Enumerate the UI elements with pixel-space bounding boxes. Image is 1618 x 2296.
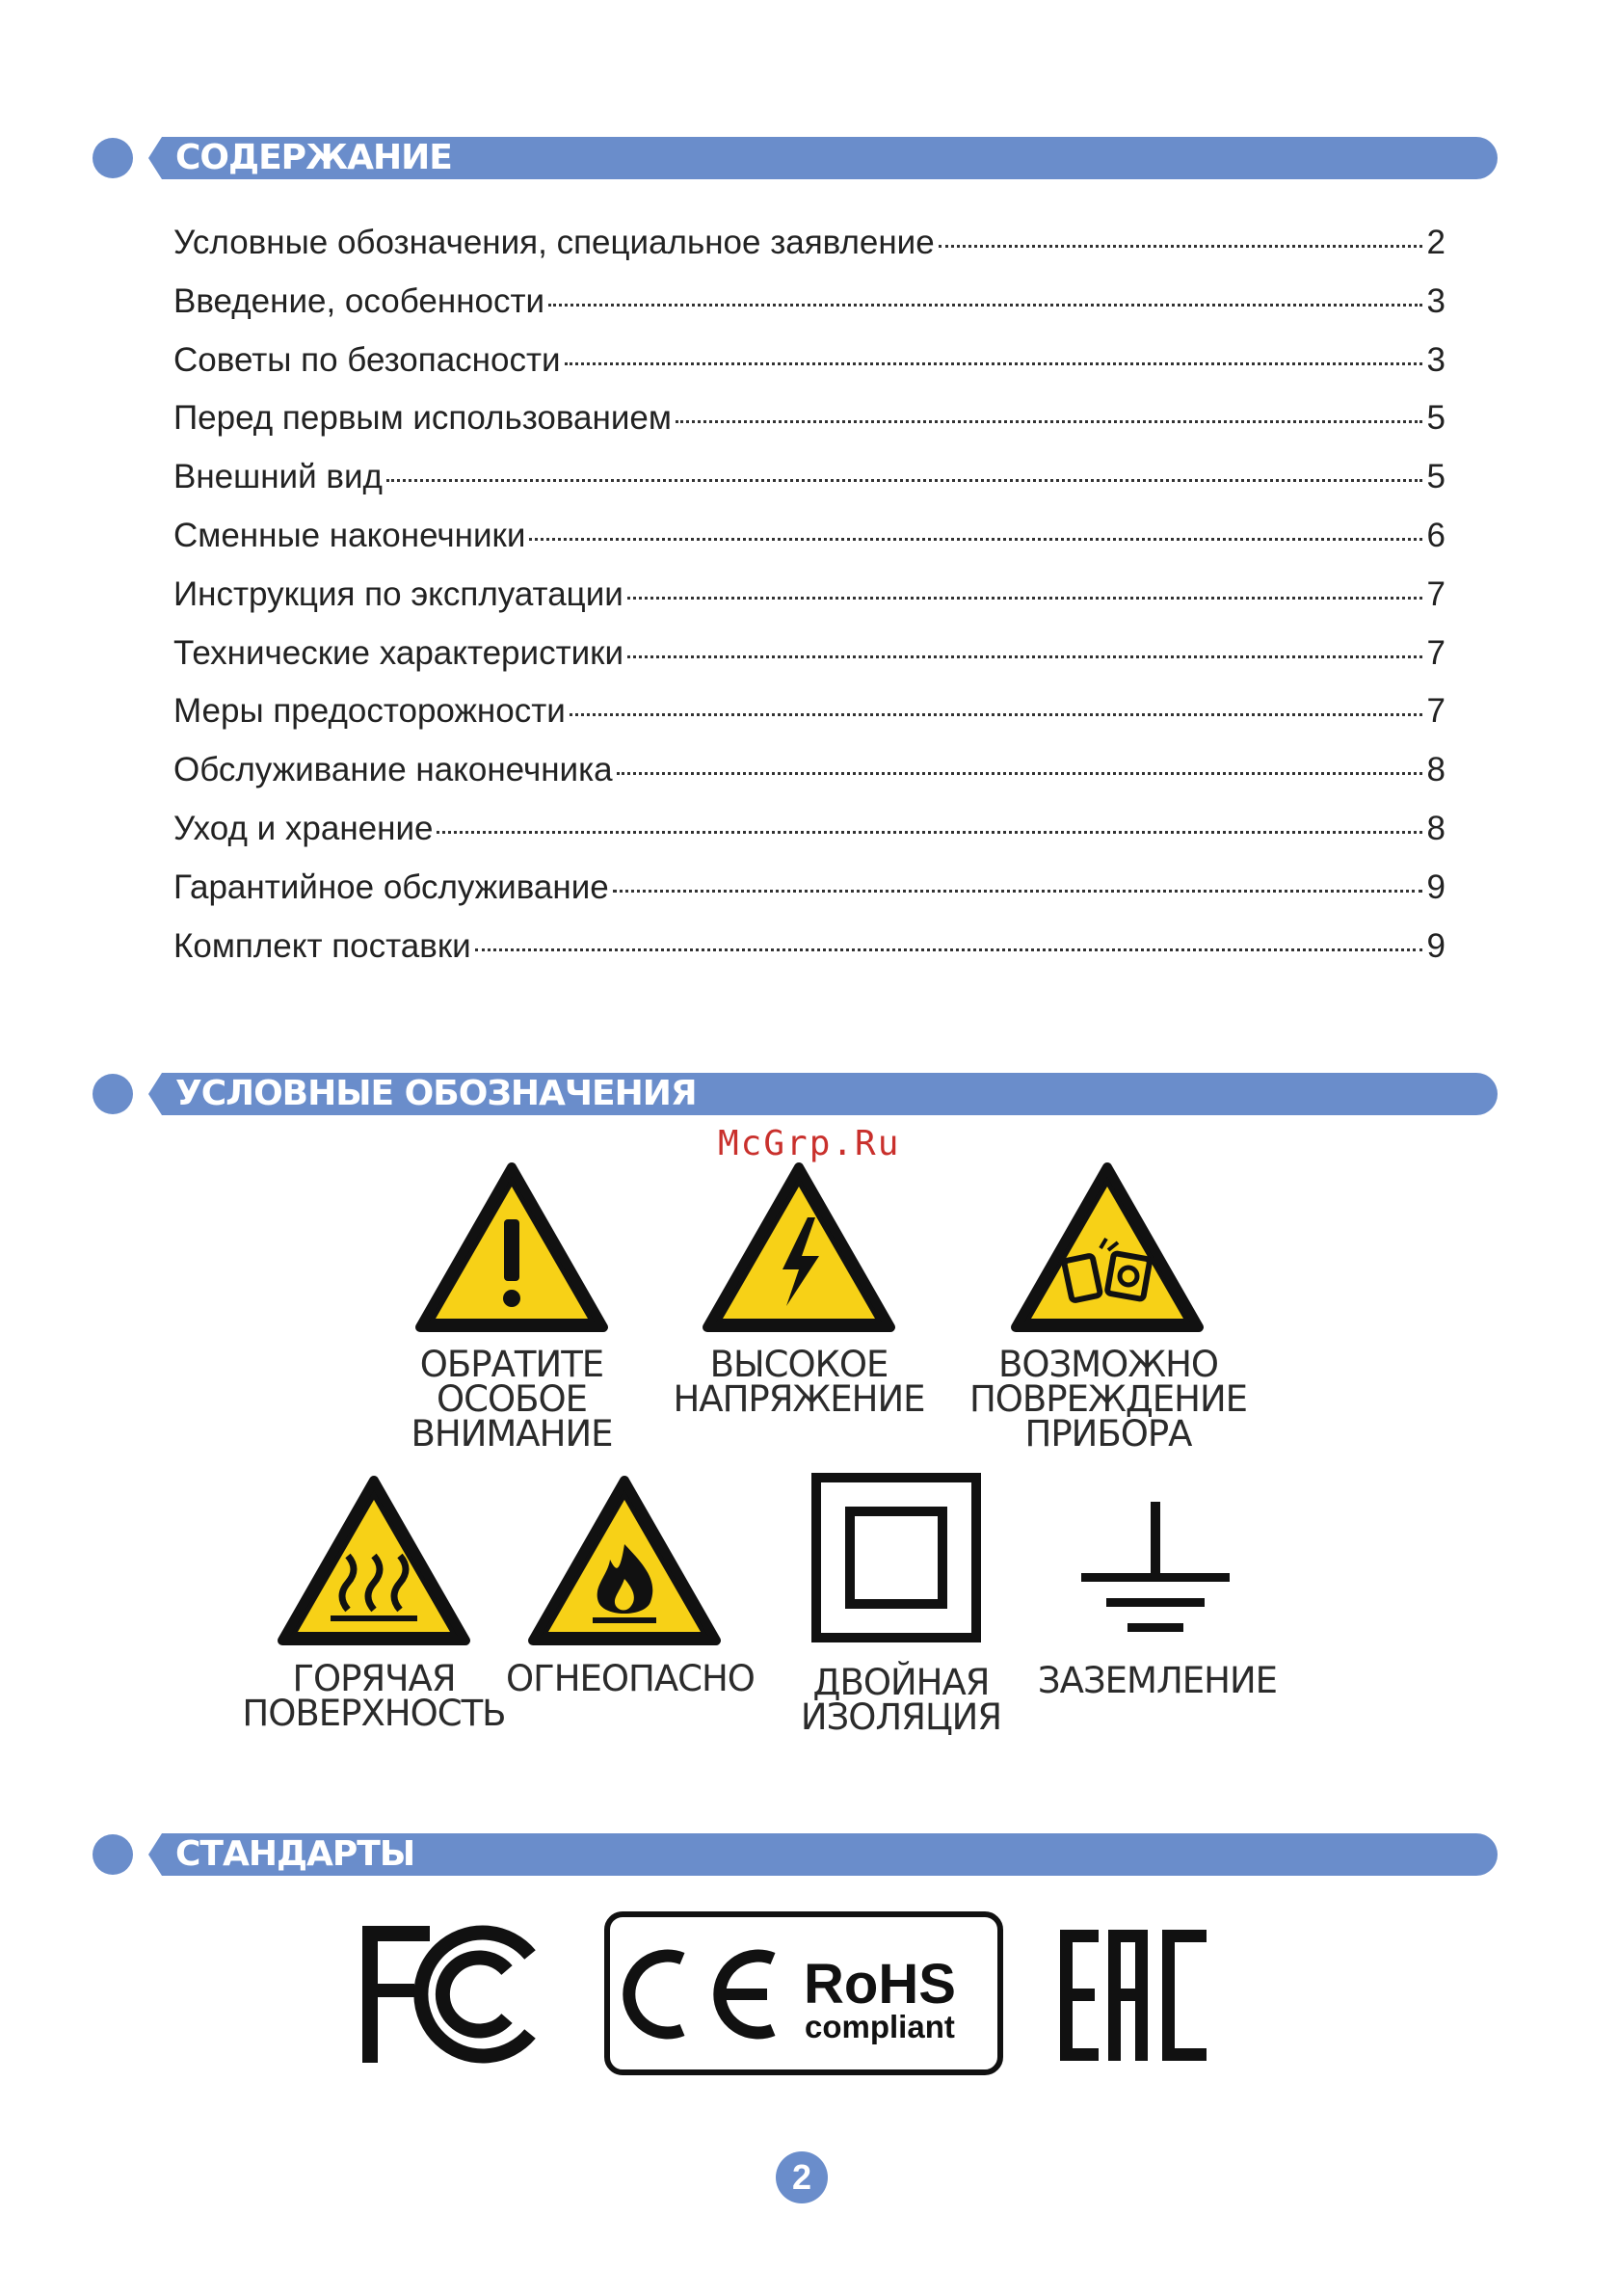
- rohs-compliant-text: compliant: [805, 2009, 955, 2044]
- section-bullet: [93, 1074, 133, 1114]
- exclamation-warning-icon: [414, 1161, 609, 1333]
- toc-entry: [173, 458, 1446, 517]
- section-title: СТАНДАРТЫ: [175, 1834, 415, 1874]
- toc-entry-title: Перед первым использованием: [173, 399, 672, 438]
- toc-leader-dots: [627, 597, 1422, 600]
- toc-entry-page: 8: [1426, 809, 1446, 847]
- toc-entry-page: 7: [1426, 633, 1446, 672]
- double-insulation-icon: [811, 1473, 981, 1642]
- section-bullet: [93, 138, 133, 178]
- toc-entry: [173, 575, 1446, 634]
- standards-section-header: [93, 1833, 1498, 1876]
- ground-icon: [1077, 1502, 1232, 1633]
- toc-entry: [173, 927, 1446, 986]
- toc-leader-dots: [939, 245, 1422, 248]
- device-damage-icon: [1010, 1161, 1205, 1333]
- toc-leader-dots: [617, 772, 1422, 775]
- toc-entry-page: 9: [1426, 926, 1446, 965]
- toc-entry-title: Комплект поставки: [173, 926, 471, 965]
- section-title: УСЛОВНЫЕ ОБОЗНАЧЕНИЯ: [175, 1074, 697, 1113]
- toc-leader-dots: [570, 713, 1422, 716]
- high-voltage-icon: [702, 1161, 896, 1333]
- toc-entry-title: Внешний вид: [173, 458, 383, 496]
- toc-entry: [173, 282, 1446, 341]
- toc-entry: [173, 399, 1446, 458]
- toc-entry-page: 7: [1426, 692, 1446, 731]
- toc-entry-title: Введение, особенности: [173, 281, 545, 320]
- symbol-label: ВОЗМОЖНО ПОВРЕЖДЕНИЕ ПРИБОРА: [968, 1344, 1248, 1455]
- toc-leader-dots: [676, 420, 1422, 423]
- toc-entry: [173, 868, 1446, 927]
- toc-entry-title: Советы по безопасности: [173, 340, 561, 379]
- watermark: McGrp.Ru: [718, 1124, 901, 1163]
- toc-entry: [173, 517, 1446, 575]
- toc-entry-page: 3: [1426, 340, 1446, 379]
- toc-entry: [173, 751, 1446, 810]
- toc-entry-title: Уход и хранение: [173, 809, 434, 847]
- toc-leader-dots: [627, 655, 1422, 658]
- toc-entry-title: Условные обозначения, специальное заявление: [173, 224, 935, 261]
- contents-section-header: [93, 137, 1498, 179]
- toc-entry: [173, 341, 1446, 400]
- symbol-label: ВЫСОКОЕ НАПРЯЖЕНИЕ: [673, 1344, 925, 1420]
- toc-entry-title: Сменные наконечники: [173, 516, 526, 554]
- toc-entry-title: Меры предосторожности: [173, 692, 566, 731]
- toc-leader-dots: [475, 948, 1422, 951]
- toc-entry-page: 5: [1426, 399, 1446, 438]
- toc-entry-title: Обслуживание наконечника: [173, 751, 613, 789]
- section-title: СОДЕРЖАНИЕ: [175, 138, 452, 177]
- flammable-icon: [527, 1475, 722, 1646]
- section-bullet: [93, 1834, 133, 1875]
- ce-rohs-logo: [603, 1910, 1004, 2081]
- toc-entry: [173, 634, 1446, 693]
- symbol-label: ОБРАТИТЕ ОСОБОЕ ВНИМАНИЕ: [411, 1344, 613, 1455]
- fcc-logo: [360, 1922, 536, 2071]
- toc-entry: [173, 224, 1446, 282]
- toc-entry-page: 6: [1426, 516, 1446, 554]
- toc-entry-title: Технические характеристики: [173, 633, 624, 672]
- toc-leader-dots: [437, 831, 1422, 834]
- symbols-section-header: [93, 1073, 1498, 1115]
- symbol-label: ЗАЗЕМЛЕНИЕ: [1037, 1660, 1278, 1701]
- symbol-label: ОГНЕОПАСНО: [506, 1658, 755, 1699]
- toc-leader-dots: [386, 479, 1422, 482]
- toc-entry: [173, 692, 1446, 751]
- rohs-text: RoHS: [804, 1953, 956, 2016]
- toc-entry-page: 8: [1426, 751, 1446, 789]
- toc-leader-dots: [548, 304, 1422, 307]
- toc-entry-page: 2: [1426, 224, 1446, 261]
- toc-entry: [173, 810, 1446, 868]
- toc-entry-title: Инструкция по эксплуатации: [173, 574, 623, 613]
- page-number: 2: [776, 2151, 828, 2203]
- toc-entry-page: 7: [1426, 574, 1446, 613]
- toc-leader-dots: [613, 890, 1422, 893]
- toc-entry-title: Гарантийное обслуживание: [173, 868, 609, 906]
- toc-leader-dots: [529, 538, 1422, 541]
- toc-leader-dots: [565, 362, 1422, 365]
- toc-entry-page: 5: [1426, 458, 1446, 496]
- symbol-label: ДВОЙНАЯ ИЗОЛЯЦИЯ: [800, 1662, 1002, 1738]
- toc-entry-page: 3: [1426, 281, 1446, 320]
- table-of-contents: [173, 224, 1446, 985]
- toc-entry-page: 9: [1426, 868, 1446, 906]
- eac-logo: [1058, 1928, 1212, 2068]
- hot-surface-icon: [277, 1475, 471, 1646]
- symbol-label: ГОРЯЧАЯ ПОВЕРХНОСТЬ: [242, 1658, 506, 1734]
